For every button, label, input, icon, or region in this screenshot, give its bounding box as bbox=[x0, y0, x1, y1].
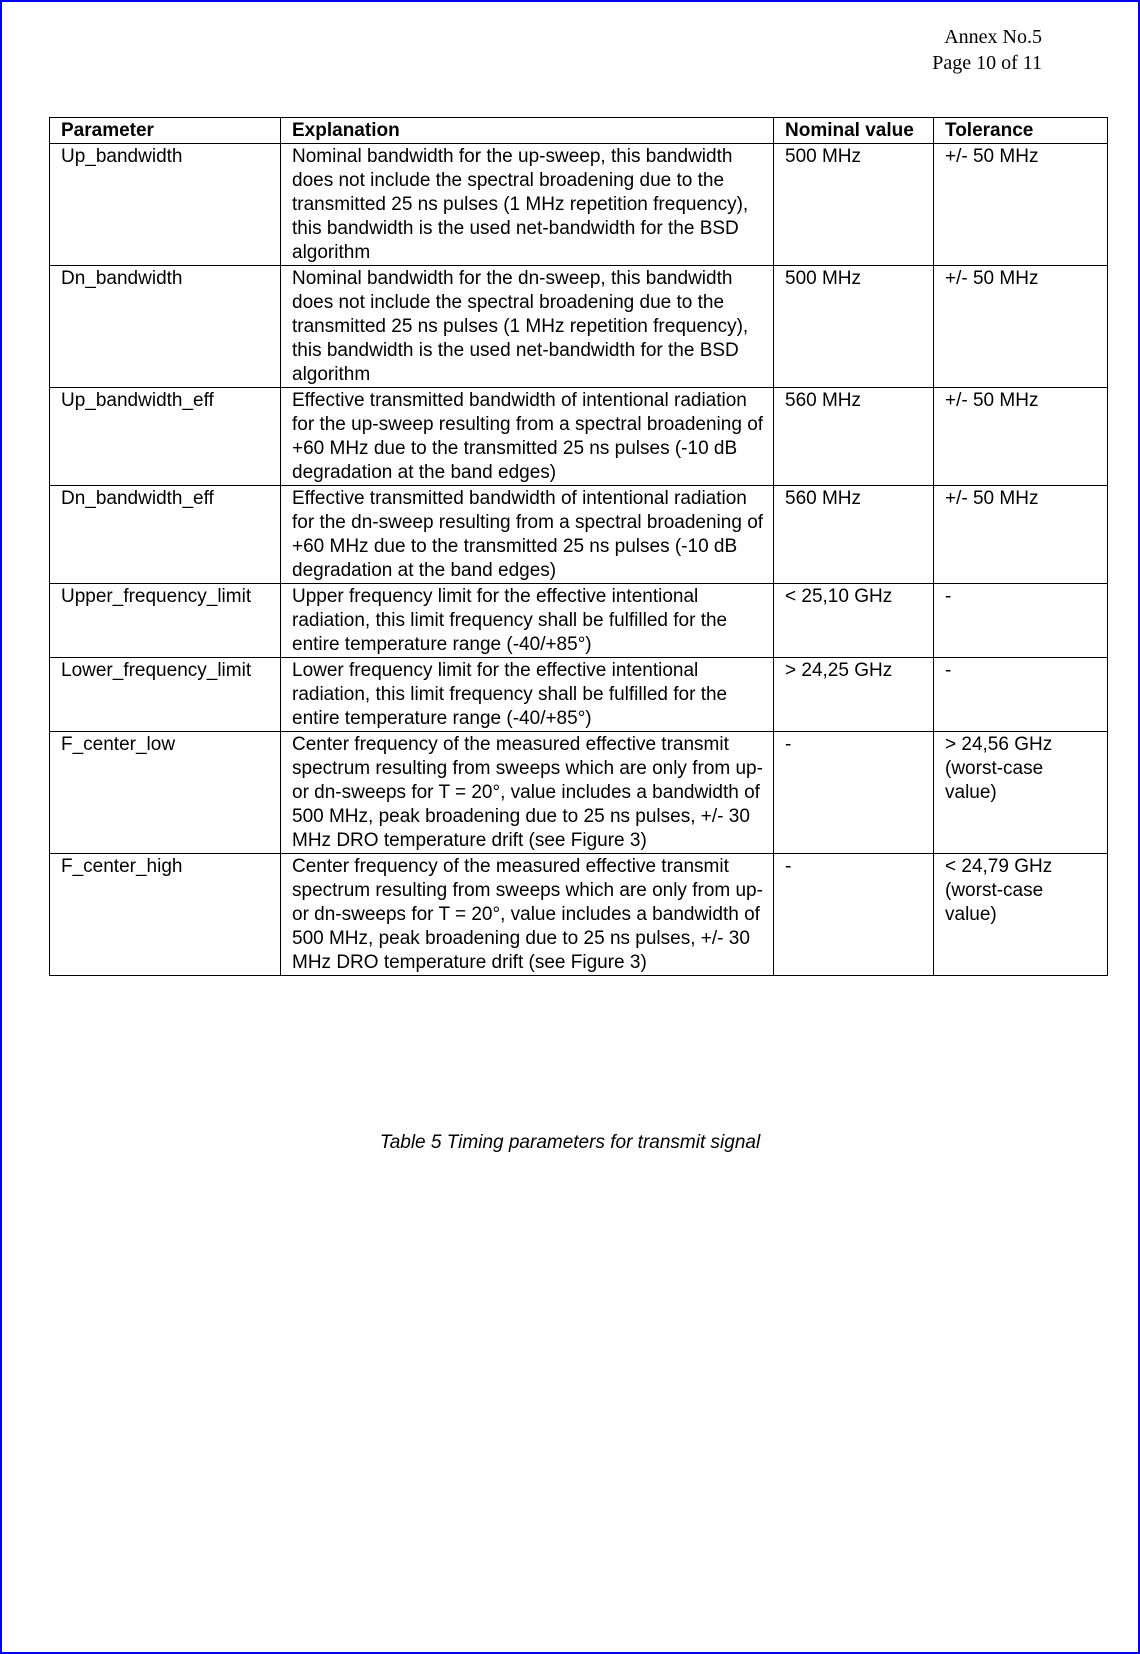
tolerance-cell: +/- 50 MHz bbox=[934, 388, 1108, 486]
parameters-table bbox=[49, 117, 1108, 976]
nominal-value-cell: - bbox=[774, 732, 934, 854]
explanation-cell: Upper frequency limit for the effective intentional radiation, this limit frequency shall be fulfilled for the entire temperature range (-40/+85°) bbox=[281, 584, 774, 658]
column-header-parameter: Parameter bbox=[50, 118, 281, 144]
parameter-cell: Up_bandwidth_eff bbox=[50, 388, 281, 486]
tolerance-cell: < 24,79 GHz (worst-case value) bbox=[934, 854, 1108, 976]
table-row bbox=[50, 486, 1108, 584]
nominal-value-cell: 560 MHz bbox=[774, 486, 934, 584]
explanation-cell: Lower frequency limit for the effective intentional radiation, this limit frequency shall be fulfilled for the entire temperature range (-40/+85°) bbox=[281, 658, 774, 732]
table-header-row bbox=[50, 118, 1108, 144]
nominal-value-cell: < 25,10 GHz bbox=[774, 584, 934, 658]
table-row bbox=[50, 144, 1108, 266]
explanation-cell: Effective transmitted bandwidth of intentional radiation for the up-sweep resulting from a spectral broadening of +60 MHz due to the transmitted 25 ns pulses (-10 dB degradation at the band edges) bbox=[281, 388, 774, 486]
table-row bbox=[50, 732, 1108, 854]
column-header-nominal-value: Nominal value bbox=[774, 118, 934, 144]
table-row bbox=[50, 266, 1108, 388]
tolerance-cell: > 24,56 GHz (worst-case value) bbox=[934, 732, 1108, 854]
nominal-value-cell: - bbox=[774, 854, 934, 976]
explanation-cell: Center frequency of the measured effective transmit spectrum resulting from sweeps which are only from up- or dn-sweeps for T = 20°, value includes a bandwidth of 500 MHz, peak broadening due to 25 ns pulses, +/- 30 MHz DRO temperature drift (see Figure 3) bbox=[281, 854, 774, 976]
parameter-cell: Dn_bandwidth_eff bbox=[50, 486, 281, 584]
parameter-cell: F_center_high bbox=[50, 854, 281, 976]
parameter-cell: Lower_frequency_limit bbox=[50, 658, 281, 732]
tolerance-cell: - bbox=[934, 584, 1108, 658]
table-row bbox=[50, 854, 1108, 976]
nominal-value-cell: 500 MHz bbox=[774, 144, 934, 266]
nominal-value-cell: 500 MHz bbox=[774, 266, 934, 388]
parameter-cell: Dn_bandwidth bbox=[50, 266, 281, 388]
nominal-value-cell: 560 MHz bbox=[774, 388, 934, 486]
page-number: Page 10 of 11 bbox=[932, 52, 1042, 74]
table-row bbox=[50, 584, 1108, 658]
explanation-cell: Nominal bandwidth for the dn-sweep, this bandwidth does not include the spectral broadening due to the transmitted 25 ns pulses (1 MHz repetition frequency), this bandwidth is the used net-bandwidth for the BSD algorithm bbox=[281, 266, 774, 388]
nominal-value-cell: > 24,25 GHz bbox=[774, 658, 934, 732]
explanation-cell: Center frequency of the measured effective transmit spectrum resulting from sweeps which are only from up- or dn-sweeps for T = 20°, value includes a bandwidth of 500 MHz, peak broadening due to 25 ns pulses, +/- 30 MHz DRO temperature drift (see Figure 3) bbox=[281, 732, 774, 854]
parameter-cell: Upper_frequency_limit bbox=[50, 584, 281, 658]
tolerance-cell: - bbox=[934, 658, 1108, 732]
column-header-explanation: Explanation bbox=[281, 118, 774, 144]
parameter-cell: F_center_low bbox=[50, 732, 281, 854]
column-header-tolerance: Tolerance bbox=[934, 118, 1108, 144]
tolerance-cell: +/- 50 MHz bbox=[934, 266, 1108, 388]
tolerance-cell: +/- 50 MHz bbox=[934, 144, 1108, 266]
table-row bbox=[50, 388, 1108, 486]
page-header bbox=[932, 24, 1042, 76]
annex-label: Annex No.5 bbox=[944, 26, 1042, 48]
tolerance-cell: +/- 50 MHz bbox=[934, 486, 1108, 584]
parameter-cell: Up_bandwidth bbox=[50, 144, 281, 266]
explanation-cell: Effective transmitted bandwidth of intentional radiation for the dn-sweep resulting from a spectral broadening of +60 MHz due to the transmitted 25 ns pulses (-10 dB degradation at the band edges) bbox=[281, 486, 774, 584]
table-row bbox=[50, 658, 1108, 732]
explanation-cell: Nominal bandwidth for the up-sweep, this bandwidth does not include the spectral broadening due to the transmitted 25 ns pulses (1 MHz repetition frequency), this bandwidth is the used net-bandwidth for the BSD algorithm bbox=[281, 144, 774, 266]
table-caption: Table 5 Timing parameters for transmit signal bbox=[379, 1132, 761, 1153]
